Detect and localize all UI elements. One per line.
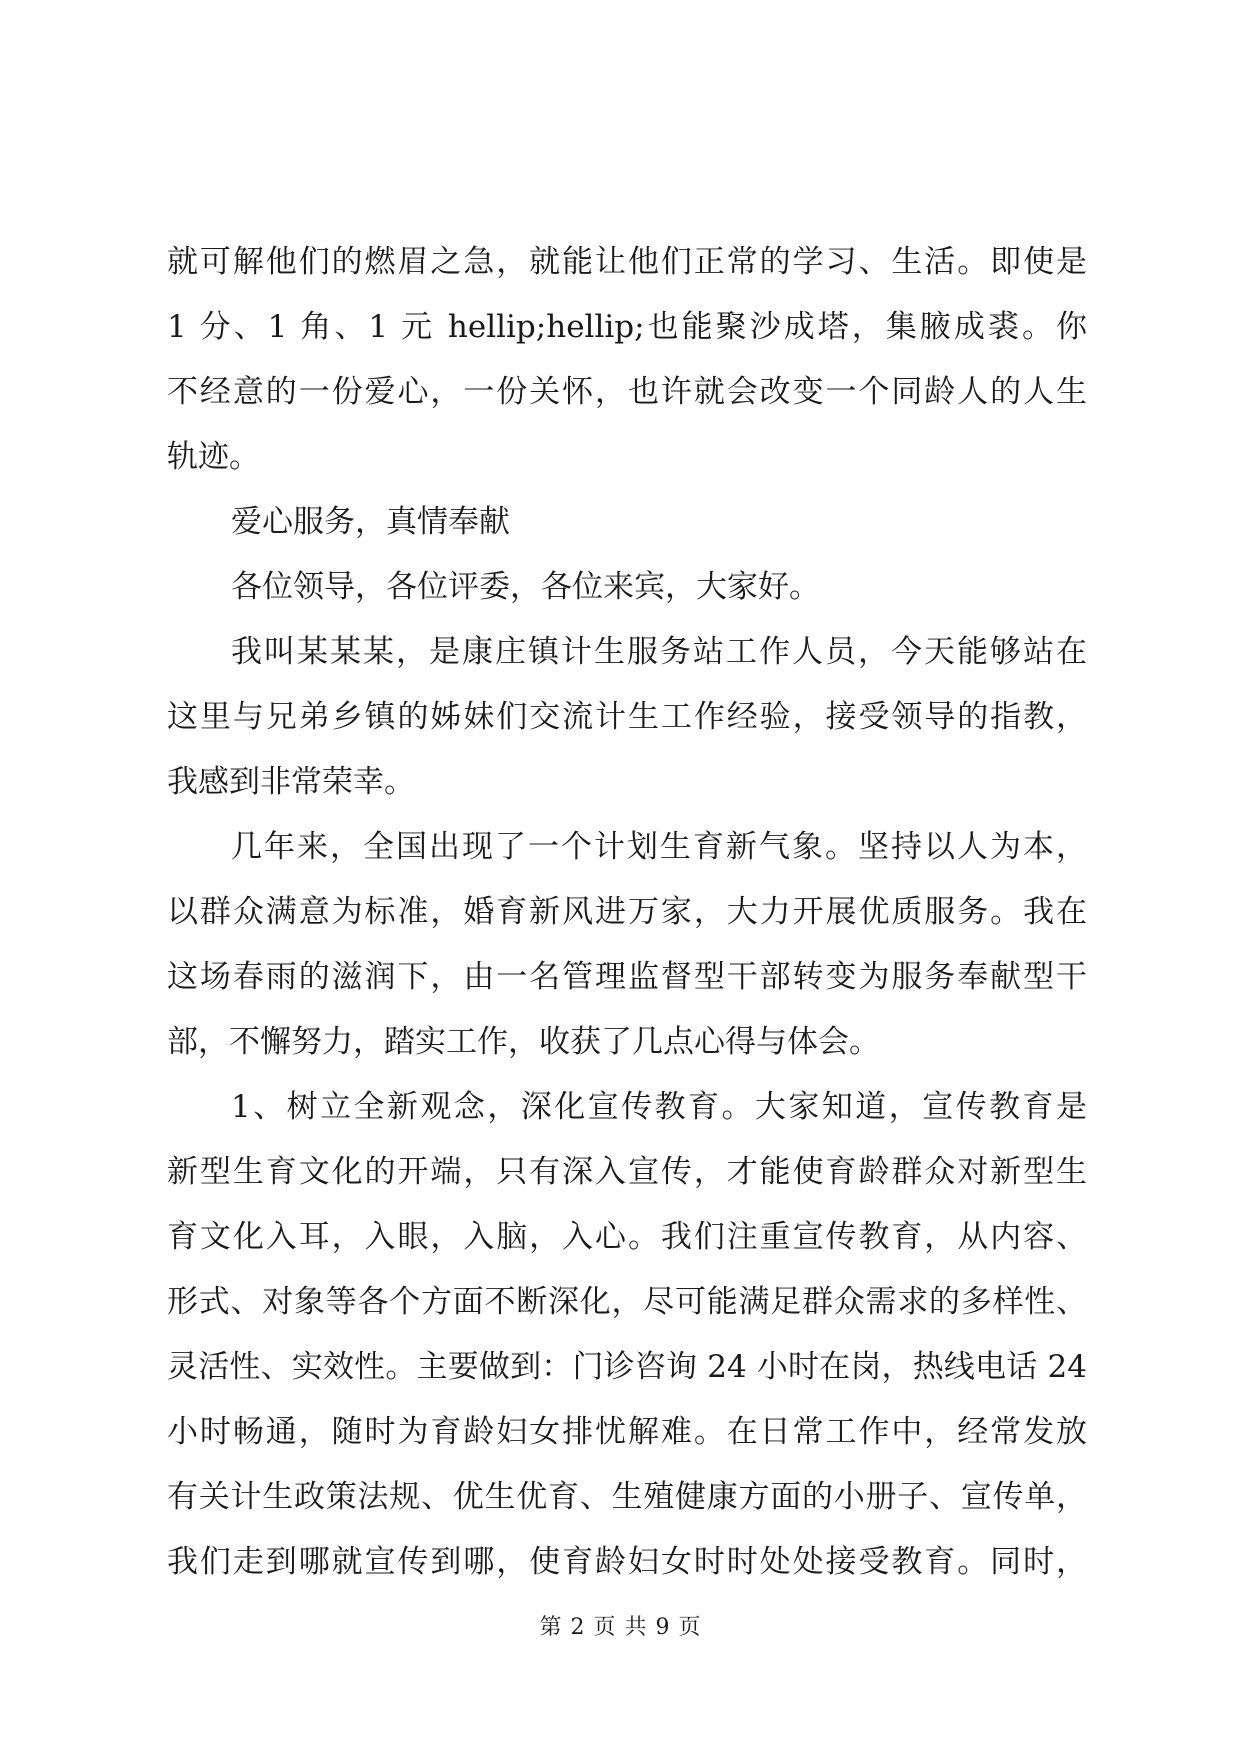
greeting-line: 各位领导，各位评委，各位来宾，大家好。 — [231, 569, 820, 605]
text-line: 轨迹。 — [167, 439, 260, 475]
text-line: 这里与兄弟乡镇的姊妹们交流计生工作经验，接受领导的指教， — [167, 699, 1087, 735]
page-number-footer: 第 2 页 共 9 页 — [539, 1615, 702, 1640]
document-body — [167, 230, 1087, 1595]
text-line: 育文化入耳，入眼，入脑，入心。我们注重宣传教育，从内容、 — [167, 1219, 1087, 1255]
text-line: 以群众满意为标准，婚育新风进万家，大力开展优质服务。我在 — [167, 894, 1087, 930]
text-line: 我感到非常荣幸。 — [167, 764, 415, 800]
text-line: 小时畅通，随时为育龄妇女排忧解难。在日常工作中，经常发放 — [167, 1414, 1087, 1450]
text-line: 这场春雨的滋润下，由一名管理监督型干部转变为服务奉献型干 — [167, 959, 1087, 995]
section-heading: 爱心服务，真情奉献 — [231, 504, 510, 540]
text-line: 部，不懈努力，踏实工作，收获了几点心得与体会。 — [167, 1024, 880, 1060]
text-line: 1 分、1 角、1 元 hellip;hellip;也能聚沙成塔，集腋成裘。你 — [167, 309, 1087, 345]
text-line: 有关计生政策法规、优生优育、生殖健康方面的小册子、宣传单， — [167, 1479, 1087, 1515]
text-line: 新型生育文化的开端，只有深入宣传，才能使育龄群众对新型生 — [167, 1154, 1087, 1190]
text-line: 1、树立全新观念，深化宣传教育。大家知道，宣传教育是 — [231, 1089, 1087, 1125]
text-line: 不经意的一份爱心，一份关怀，也许就会改变一个同龄人的人生 — [167, 374, 1087, 410]
text-line: 几年来，全国出现了一个计划生育新气象。坚持以人为本， — [231, 829, 1087, 865]
text-line: 灵活性、实效性。主要做到：门诊咨询 24 小时在岗，热线电话 24 — [167, 1349, 1087, 1385]
text-line: 我们走到哪就宣传到哪，使育龄妇女时时处处接受教育。同时， — [167, 1544, 1087, 1580]
text-line: 形式、对象等各个方面不断深化，尽可能满足群众需求的多样性、 — [167, 1284, 1087, 1320]
text-line: 就可解他们的燃眉之急，就能让他们正常的学习、生活。即使是 — [167, 244, 1087, 280]
text-line: 我叫某某某，是康庄镇计生服务站工作人员，今天能够站在 — [231, 634, 1087, 670]
